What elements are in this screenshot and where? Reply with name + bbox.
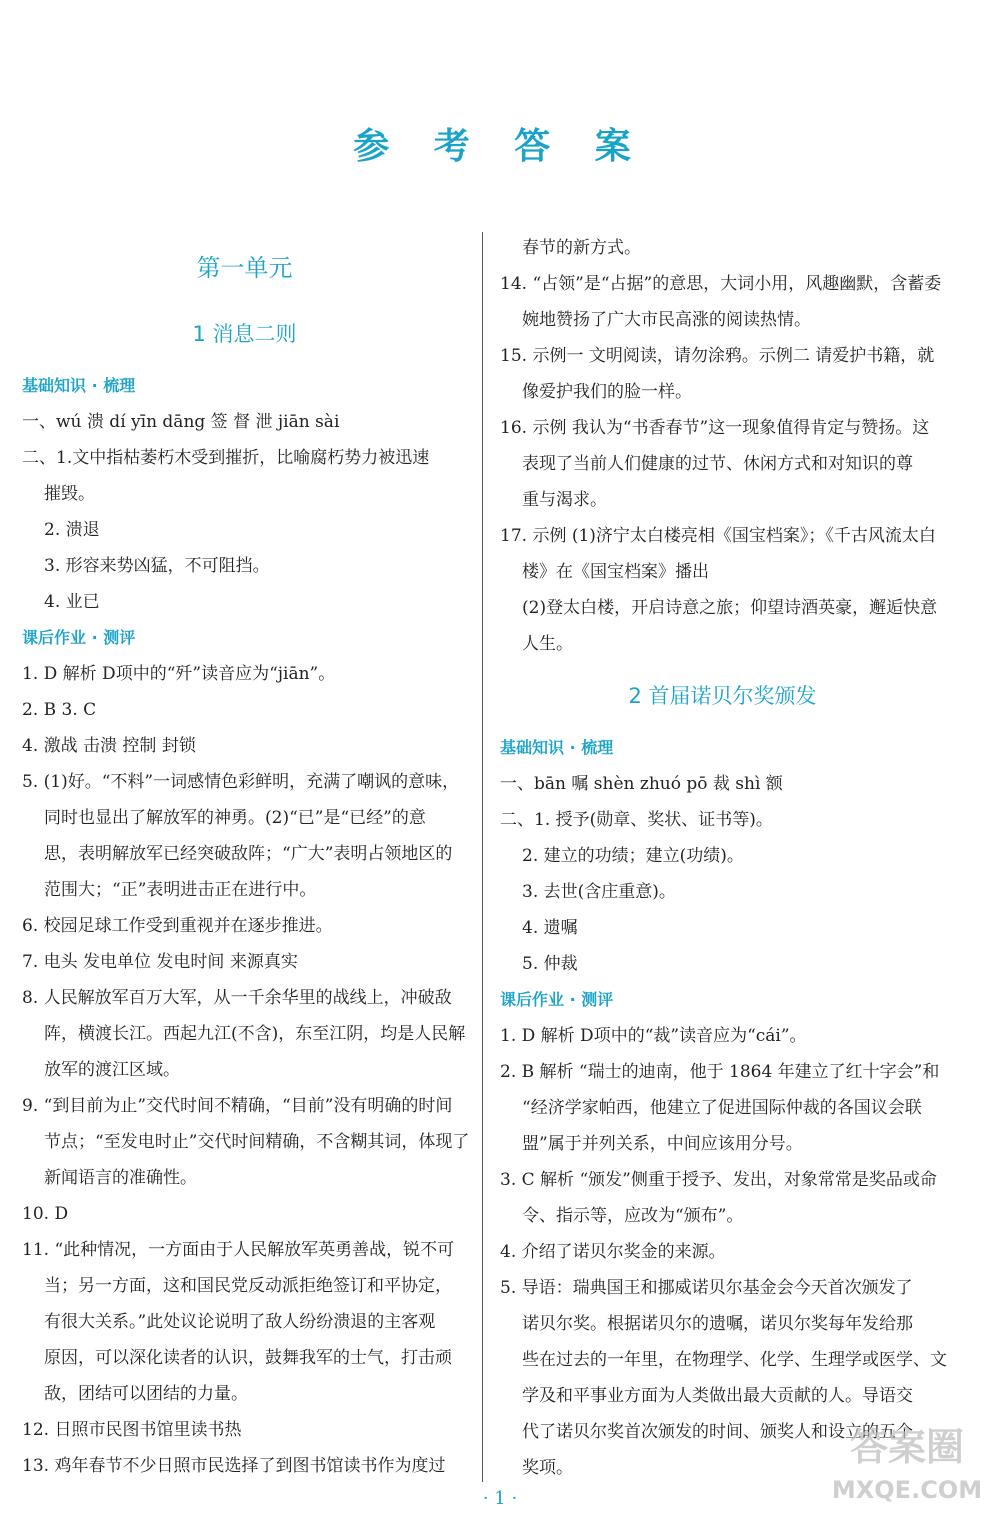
answer-line: 7. 电头 发电单位 发电时间 来源真实 xyxy=(22,952,298,972)
answer-line: 人生。 xyxy=(522,634,573,654)
answer-line: 阵，横渡长江。西起九江(不含)，东至江阴，均是人民解 xyxy=(44,1024,466,1044)
answer-line: 3. 形容来势凶猛，不可阻挡。 xyxy=(44,556,270,576)
lesson-title: 2 首届诺贝尔奖颁发 xyxy=(628,684,817,708)
answer-line: 重与渴求。 xyxy=(522,490,607,510)
answer-line: “经济学家帕西，他建立了促进国际仲裁的各国议会联 xyxy=(522,1098,922,1118)
watermark-url: MXQE.COM xyxy=(831,1476,983,1504)
answer-line: 2. B 3. C xyxy=(22,700,97,720)
answer-line: 1. D 解析 D项中的“裁”读音应为“cái”。 xyxy=(500,1026,807,1046)
answer-line: 婉地赞扬了广大市民高涨的阅读热情。 xyxy=(522,310,811,330)
answer-line: 新闻语言的准确性。 xyxy=(44,1168,197,1188)
answer-line: 学及和平事业方面为人类做出最大贡献的人。导语交 xyxy=(522,1386,913,1406)
answer-line: 5. 仲裁 xyxy=(522,954,578,974)
answer-line: 2. 溃退 xyxy=(44,520,100,540)
answer-line: 4. 介绍了诺贝尔奖金的来源。 xyxy=(500,1242,726,1262)
page-title: 参 考 答 案 xyxy=(353,126,647,167)
answer-line: 令、指示等，应改为“颁布”。 xyxy=(522,1206,744,1226)
answer-line: 10. D xyxy=(22,1204,69,1224)
answer-line: 6. 校园足球工作受到重视并在逐步推进。 xyxy=(22,916,333,936)
answer-line: 表现了当前人们健康的过节、休闲方式和对知识的尊 xyxy=(522,454,913,474)
answer-line: 5. (1)好。“不料”一词感情色彩鲜明，充满了嘲讽的意味， xyxy=(22,772,460,792)
answer-line: 盟”属于并列关系，中间应该用分号。 xyxy=(522,1134,803,1154)
answer-line: 13. 鸡年春节不少日照市民选择了到图书馆读书作为度过 xyxy=(22,1456,446,1476)
answer-line: 8. 人民解放军百万大军，从一千余华里的战线上，冲破敌 xyxy=(22,988,452,1008)
section-heading-homework: 课后作业 · 测评 xyxy=(22,628,136,647)
answer-line: 些在过去的一年里，在物理学、化学、生理学或医学、文 xyxy=(522,1350,947,1370)
answer-line: 楼》在《国宝档案》播出 xyxy=(522,562,709,582)
answer-line: 4. 遗嘱 xyxy=(522,918,578,938)
right-column xyxy=(500,230,945,1486)
watermark-logo xyxy=(822,1418,992,1508)
lesson-title: 1 消息二则 xyxy=(192,322,297,346)
answer-line: 奖项。 xyxy=(522,1458,573,1478)
answer-line: 12. 日照市民图书馆里读书热 xyxy=(22,1420,242,1440)
answer-line: 二、1. 授予(勋章、奖状、证书等)。 xyxy=(500,810,773,830)
answer-line: 一、wú 溃 dí yīn dāng 签 督 泄 jiān sài xyxy=(22,412,340,432)
answer-line: 春节的新方式。 xyxy=(522,238,641,258)
answer-line: 9. “到目前为止”交代时间不精确，“目前”没有明确的时间 xyxy=(22,1096,453,1116)
answer-line: 像爱护我们的脸一样。 xyxy=(522,382,692,402)
answer-line: 一、bān 嘱 shèn zhuó pō 裁 shì 额 xyxy=(500,774,783,794)
answer-line: 15. 示例一 文明阅读，请勿涂鸦。示例二 请爱护书籍，就 xyxy=(500,346,935,366)
answer-line: 3. C 解析 “颁发”侧重于授予、发出，对象常常是奖品或命 xyxy=(500,1170,937,1190)
answer-line: 3. 去世(含庄重意)。 xyxy=(522,882,676,902)
answer-line: 有很大关系。”此处议论说明了敌人纷纷溃退的主客观 xyxy=(44,1312,436,1332)
answer-line: 二、1.文中指枯萎朽木受到摧折，比喻腐朽势力被迅速 xyxy=(22,448,430,468)
answer-line: 代了诺贝尔奖首次颁发的时间、颁奖人和设立的五个 xyxy=(522,1422,913,1442)
answer-line: 4. 激战 击溃 控制 封锁 xyxy=(22,736,196,756)
answer-line: 敌，团结可以团结的力量。 xyxy=(44,1384,248,1404)
answer-line: 摧毁。 xyxy=(44,484,95,504)
answer-line: 16. 示例 我认为“书香春节”这一现象值得肯定与赞扬。这 xyxy=(500,418,930,438)
answer-line: 思，表明解放军已经突破敌阵；“广大”表明占领地区的 xyxy=(44,844,453,864)
section-heading-basic: 基础知识 · 梳理 xyxy=(500,738,614,757)
section-heading-basic: 基础知识 · 梳理 xyxy=(22,376,136,395)
section-heading-homework: 课后作业 · 测评 xyxy=(500,990,614,1009)
answer-line: 1. D 解析 D项中的“歼”读音应为“jiān”。 xyxy=(22,664,336,684)
answer-line: 17. 示例 (1)济宁太白楼亮相《国宝档案》；《千古风流太白 xyxy=(500,526,936,546)
answer-line: 当；另一方面，这和国民党反动派拒绝签订和平协定， xyxy=(44,1276,452,1296)
answer-line: 节点；“至发电时止”交代时间精确，不含糊其词，体现了 xyxy=(44,1132,470,1152)
watermark-text: 答案圈 xyxy=(849,1425,965,1469)
page-number: · 1 · xyxy=(482,1488,518,1509)
unit-title: 第一单元 xyxy=(196,254,293,282)
answer-line: 11. “此种情况，一方面由于人民解放军英勇善战，锐不可 xyxy=(22,1240,455,1260)
answer-line: 2. B 解析 “瑞士的迪南，他于 1864 年建立了红十字会”和 xyxy=(500,1062,940,1082)
answer-line: 诺贝尔奖。根据诺贝尔的遗嘱，诺贝尔奖每年发给那 xyxy=(522,1314,913,1334)
answer-line: 原因，可以深化读者的认识，鼓舞我军的士气，打击顽 xyxy=(44,1348,452,1368)
column-divider xyxy=(482,232,483,1482)
left-column xyxy=(22,230,470,1484)
answer-line: 14. “占领”是“占据”的意思，大词小用，风趣幽默，含蓄委 xyxy=(500,274,942,294)
answer-line: 4. 业已 xyxy=(44,592,100,612)
answer-line: 放军的渡江区域。 xyxy=(44,1060,180,1080)
answer-line: 范围大；“正”表明进击正在进行中。 xyxy=(44,880,317,900)
answer-line: 同时也显出了解放军的神勇。(2)“已”是“已经”的意 xyxy=(44,808,426,828)
answer-line: (2)登太白楼，开启诗意之旅；仰望诗酒英豪，邂逅快意 xyxy=(522,598,938,618)
answer-line: 2. 建立的功绩；建立(功绩)。 xyxy=(522,846,744,866)
answer-line: 5. 导语：瑞典国王和挪威诺贝尔基金会今天首次颁发了 xyxy=(500,1278,913,1298)
